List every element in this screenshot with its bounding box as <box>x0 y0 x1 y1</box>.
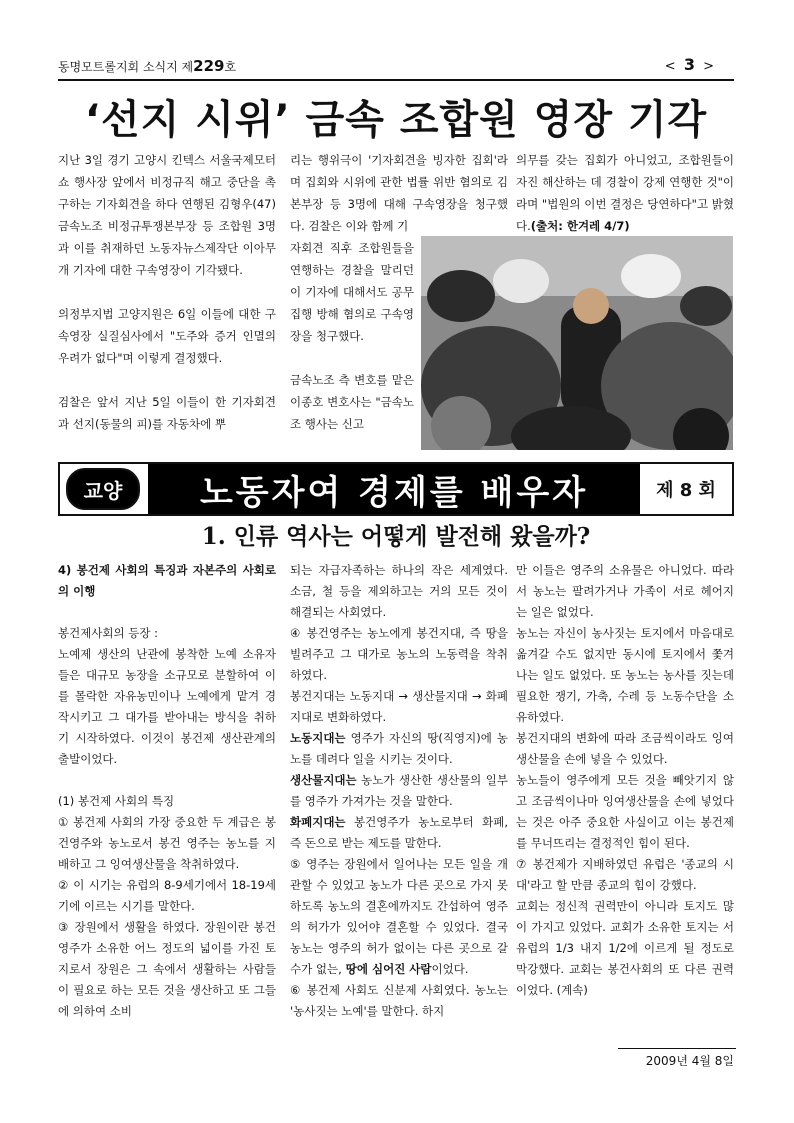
article1-paragraph: 자회견 직후 조합원들을 연행하는 경찰을 말리던 이 기자에 대해서도 공무집행 방해 혐의로 구속영장을 청구했다. <box>290 241 414 343</box>
article1-column-2-top: 리는 행위극이 '기자회견을 빙자한 집회'라며 집회와 시위에 관한 법률 위반 혐의로 김 본부장 등 3명에 대해 구속영장을 청구했다. 검찰은 이와 함께 기 <box>290 153 508 233</box>
article1-paragraph: 의무를 갖는 집회가 아니었고, 조합원들이 자진 해산하는 데 경찰이 강제 연행한 것"이라며 "법원의 이번 결정은 당연하다"고 밝혔다. <box>516 153 734 233</box>
article2-paragraph: 봉건지대는 노동지대 → 생산물지대 → 화폐지대로 변화하였다. <box>290 689 508 724</box>
article2-paragraph: 되는 자급자족하는 하나의 작은 세계였다. 소금, 철 등을 제외하고는 거의 모든 것이 해결되는 사회였다. <box>290 563 508 619</box>
page-bracket-right: > <box>703 59 716 74</box>
page-number <box>665 55 716 74</box>
article2-paragraph: ⑦ 봉건제가 지배하였던 유럽은 '종교의 시대'라고 할 만큼 종교의 힘이 강했다. <box>516 857 734 892</box>
publication-date: 2009년 4월 8일 <box>645 1054 734 1068</box>
series-banner <box>58 462 734 516</box>
newsletter-name: 동명모트롤지회 소식지 제 <box>58 60 194 74</box>
intro-label: 봉건제사회의 등장 : <box>58 626 159 640</box>
term-desc: 영주가 자신의 땅(직영지)에 농노를 데려다 일을 시키는 것이다. <box>290 731 508 766</box>
header-divider <box>58 79 734 81</box>
newsletter-header <box>58 57 236 75</box>
article2-column-1 <box>58 560 276 1022</box>
article-source: (출처: 한겨레 4/7) <box>530 219 630 233</box>
article2-paragraph: 농노들이 영주에게 모든 것을 빼앗기지 않고 조금씩이나마 잉여생산물을 손에 넣었다는 것은 아주 중요한 사실이고 이는 봉건제를 무너뜨리는 결정적인 힘이 된다. <box>516 773 734 850</box>
article-headline: ‘선지 시위’ 금속 조합원 영장 기각 <box>84 97 708 143</box>
series-title: 노동자여 경제를 배우자 <box>148 464 640 514</box>
article2-paragraph <box>290 854 508 980</box>
issue-number: 229 <box>193 57 225 75</box>
article2-paragraph <box>290 770 508 812</box>
category-tag: 교양 <box>66 468 140 510</box>
series-round: 제 8 회 <box>656 480 716 501</box>
term-desc: 봉건영주가 농노로부터 화폐, 즉 돈으로 받는 제도를 말한다. <box>290 815 508 850</box>
article2-paragraph: 노예제 생산의 난관에 봉착한 노예 소유자들은 대규모 농장을 소규모로 분할하여 이를 몰락한 자유농민이나 노예에게 맡겨 경작시키고 그 대가를 받아내는 방식을 취하기 시작하였다. 이것이 봉건제 생산관계의 출발이었다. <box>58 647 276 766</box>
article1-column-3-top <box>516 149 734 237</box>
issue-suffix: 호 <box>224 60 237 74</box>
article2-column-3 <box>516 560 734 1001</box>
article2-paragraph: ③ 장원에서 생활을 하였다. 장원이란 봉건 영주가 소유한 어느 정도의 넓이를 가진 토지로서 장원은 그 속에서 생활하는 사람들이 필요로 하는 모든 것을 생산하고 또 그들에 의하여 소비 <box>58 920 276 1018</box>
page-bracket-left: < <box>664 59 678 74</box>
emphasis-phrase: 땅에 심어진 사람 <box>341 962 432 976</box>
article1-column-1 <box>58 149 276 435</box>
article2-paragraph: 교회는 정신적 권력만이 아니라 토지도 많이 가지고 있었다. 교회가 소유한 토지는 서유럽의 1/3 내지 1/2에 이르게 될 정도로 막강했다. 교회는 봉건사회의 또 다른 권력이었다. (계속) <box>516 899 734 997</box>
footer-divider <box>618 1048 736 1049</box>
lesson-title: 1. 인류 역사는 어떻게 발전해 왔을까? <box>201 523 591 550</box>
article2-paragraph: 봉건지대의 변화에 따라 조금씩이라도 잉여 생산물을 손에 넣을 수 있었다. <box>516 731 734 766</box>
features-label: (1) 봉건제 사회의 특징 <box>58 794 175 808</box>
text-run: ⑤ 영주는 장원에서 일어나는 모든 일을 개관할 수 있었고 농노가 다른 곳으로 가지 못하도록 농노의 결혼에까지도 간섭하여 영주의 허가가 있어야 결혼할 수 있었다. 결국 농노는 영주의 허가 없이는 다른 곳으로 갈 수가 없는, <box>290 857 508 976</box>
article2-paragraph: ④ 봉건영주는 농노에게 봉건지대, 즉 땅을 빌려주고 그 대가로 농노의 노동력을 착취하였다. <box>290 626 508 682</box>
text-run: 이었다. <box>431 962 469 976</box>
section-heading: 4) 봉건제 사회의 특징과 자본주의 사회로의 이행 <box>58 563 276 598</box>
article1-column-2-side <box>290 237 414 435</box>
article2-paragraph: ① 봉건제 사회의 가장 중요한 두 계급은 봉건영주와 농노로서 봉건 영주는 농노를 지배하고 그 잉여생산물을 착취하였다. <box>58 815 276 871</box>
article2-paragraph: 농노는 자신이 농사짓는 토지에서 마음대로 옮겨갈 수도 없지만 동시에 토지에서 쫓겨나는 일도 없었다. 또 농노는 농사를 짓는데 필요한 쟁기, 가축, 수레 등 노동수단을 소유하였다. <box>516 626 734 724</box>
article1-paragraph: 의정부지법 고양지원은 6일 이들에 대한 구속영장 실질심사에서 "도주와 증거 인멸의 우려가 없다"며 이렇게 결정했다. <box>58 307 276 365</box>
article2-column-2 <box>290 560 508 1022</box>
term-desc: 농노가 생산한 생산물의 일부를 영주가 가져가는 것을 말한다. <box>290 773 508 808</box>
page-number-value: 3 <box>683 55 697 74</box>
article2-paragraph: 만 이들은 영주의 소유물은 아니었다. 따라서 농노는 팔려가거나 가족이 서로 헤어지는 일은 없었다. <box>516 563 734 619</box>
article2-paragraph <box>290 728 508 770</box>
article2-paragraph: ② 이 시기는 유럽의 8-9세기에서 18-19세기에 이르는 시기를 말한다. <box>58 878 276 913</box>
term-money-rent: 화폐지대는 <box>290 815 346 829</box>
protest-photo <box>421 236 733 450</box>
term-labor-rent: 노동지대는 <box>290 731 346 745</box>
article1-paragraph: 금속노조 측 변호를 맡은 이종호 변호사는 "금속노조 행사는 신고 <box>290 373 414 431</box>
article1-paragraph: 지난 3일 경기 고양시 킨텍스 서울국제모터쇼 행사장 앞에서 비정규직 해고 중단을 촉구하는 기자회견을 하다 연행된 김형우(47) 금속노조 비정규투쟁본부장 등 조합원 3명과 이를 취재하던 노동자뉴스제작단 이아무개 기자에 대한 구속영장이 기각됐다. <box>58 153 276 277</box>
article2-paragraph: ⑥ 봉건제 사회도 신분제 사회였다. 농노는 '농사짓는 노예'를 말한다. 하지 <box>290 983 508 1018</box>
term-product-rent: 생산물지대는 <box>290 773 357 787</box>
article1-paragraph: 검찰은 앞서 지난 5일 이들이 한 기자회견과 선지(동물의 피)를 자동차에 뿌 <box>58 395 276 431</box>
article2-paragraph <box>290 812 508 854</box>
